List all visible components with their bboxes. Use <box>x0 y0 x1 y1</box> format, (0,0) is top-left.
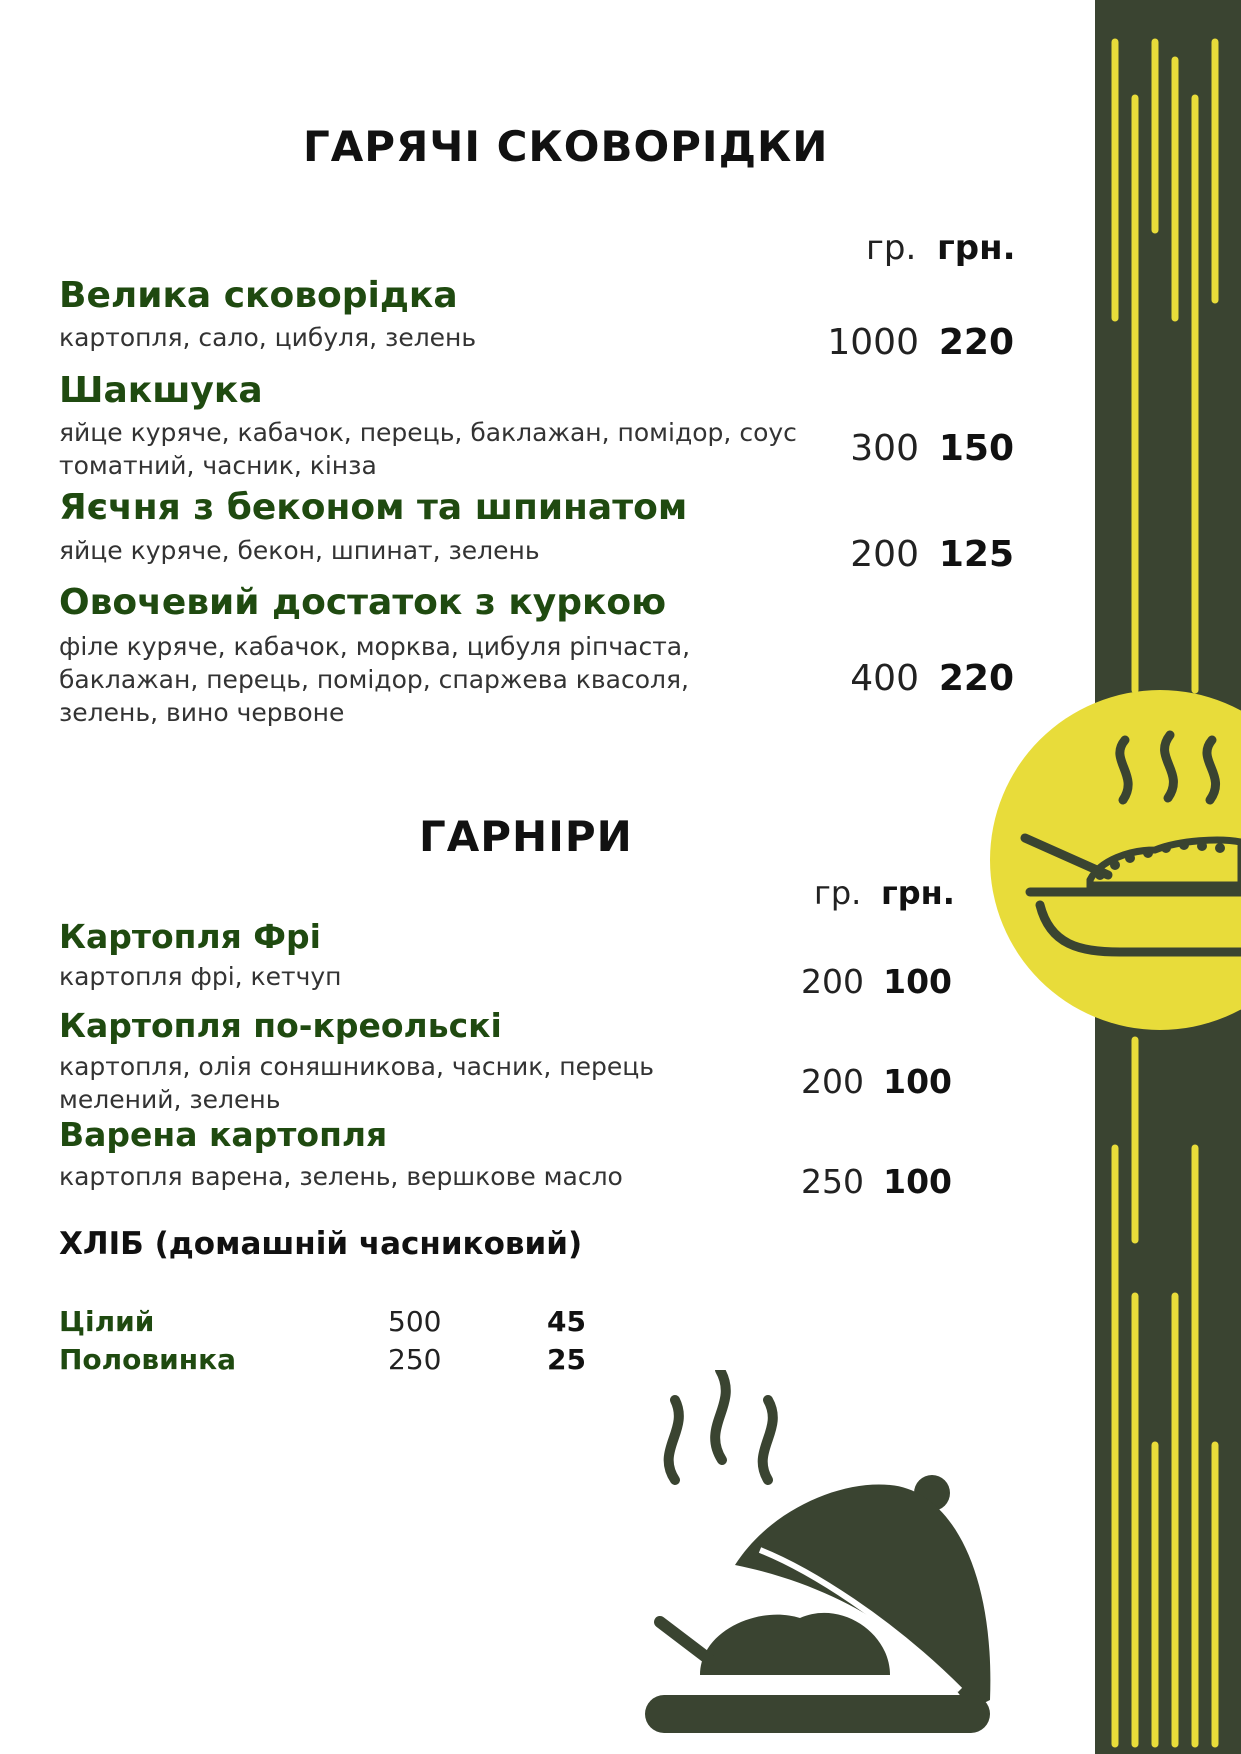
bread-item-name: Половинка <box>59 1343 236 1376</box>
menu-item-weight: 250 <box>801 1162 864 1201</box>
column-header-weight: гр. <box>814 874 862 912</box>
menu-item-description: картопля, сало, цибуля, зелень <box>59 323 477 352</box>
section-title-hot-pans: ГАРЯЧІ СКОВОРІДКИ <box>303 122 829 171</box>
menu-item-price: 220 <box>938 658 1014 699</box>
menu-item-weight: 400 <box>850 658 919 699</box>
menu-item-name: Овочевий достаток з куркою <box>59 582 667 623</box>
menu-item-name: Картопля по-креольскі <box>59 1006 502 1045</box>
bread-item-weight: 500 <box>388 1305 442 1338</box>
menu-item-price: 125 <box>938 534 1014 575</box>
menu-item-description: картопля фрі, кетчуп <box>59 962 342 991</box>
menu-item-name: Картопля Фрі <box>59 917 321 956</box>
column-header-price: грн. <box>937 228 1016 268</box>
steaming-plate-icon <box>990 690 1241 1030</box>
menu-item-price: 100 <box>883 1062 952 1101</box>
menu-item-price: 150 <box>938 428 1014 469</box>
section-title-sides: ГАРНІРИ <box>419 812 633 861</box>
menu-item-description: картопля, олія соняшникова, часник, перець мелений, зелень <box>59 1052 654 1114</box>
cloche-roast-icon <box>640 1370 1000 1740</box>
menu-item-weight: 200 <box>801 1062 864 1101</box>
menu-item-description: картопля варена, зелень, вершкове масло <box>59 1162 623 1191</box>
menu-item-name: Велика сковорідка <box>59 275 458 316</box>
bread-item-price: 45 <box>547 1305 586 1338</box>
menu-item-price: 220 <box>938 322 1014 363</box>
menu-item-weight: 300 <box>850 428 919 469</box>
column-header-price: грн. <box>881 874 955 912</box>
menu-item-weight: 200 <box>801 962 864 1001</box>
bread-item-weight: 250 <box>388 1343 442 1376</box>
bread-section-title: ХЛІБ (домашній часниковий) <box>59 1226 583 1262</box>
menu-item-name: Яєчня з беконом та шпинатом <box>59 487 688 528</box>
menu-item-price: 100 <box>883 1162 952 1201</box>
menu-item-description: яйце куряче, кабачок, перець, баклажан, помідор, соус томатний, часник, кінза <box>59 418 797 480</box>
menu-item-price: 100 <box>883 962 952 1001</box>
menu-item-weight: 200 <box>850 534 919 575</box>
column-header-weight: гр. <box>866 228 917 268</box>
menu-item-description: яйце куряче, бекон, шпинат, зелень <box>59 536 540 565</box>
menu-item-weight: 1000 <box>827 322 919 363</box>
menu-item-description: філе куряче, кабачок, морква, цибуля ріпчаста, баклажан, перець, помідор, спаржева квасоля, зелень, вино червоне <box>59 632 691 727</box>
bread-item-price: 25 <box>547 1343 586 1376</box>
menu-item-name: Варена картопля <box>59 1115 388 1154</box>
bread-item-name: Цілий <box>59 1305 155 1338</box>
menu-item-name: Шакшука <box>59 370 263 411</box>
